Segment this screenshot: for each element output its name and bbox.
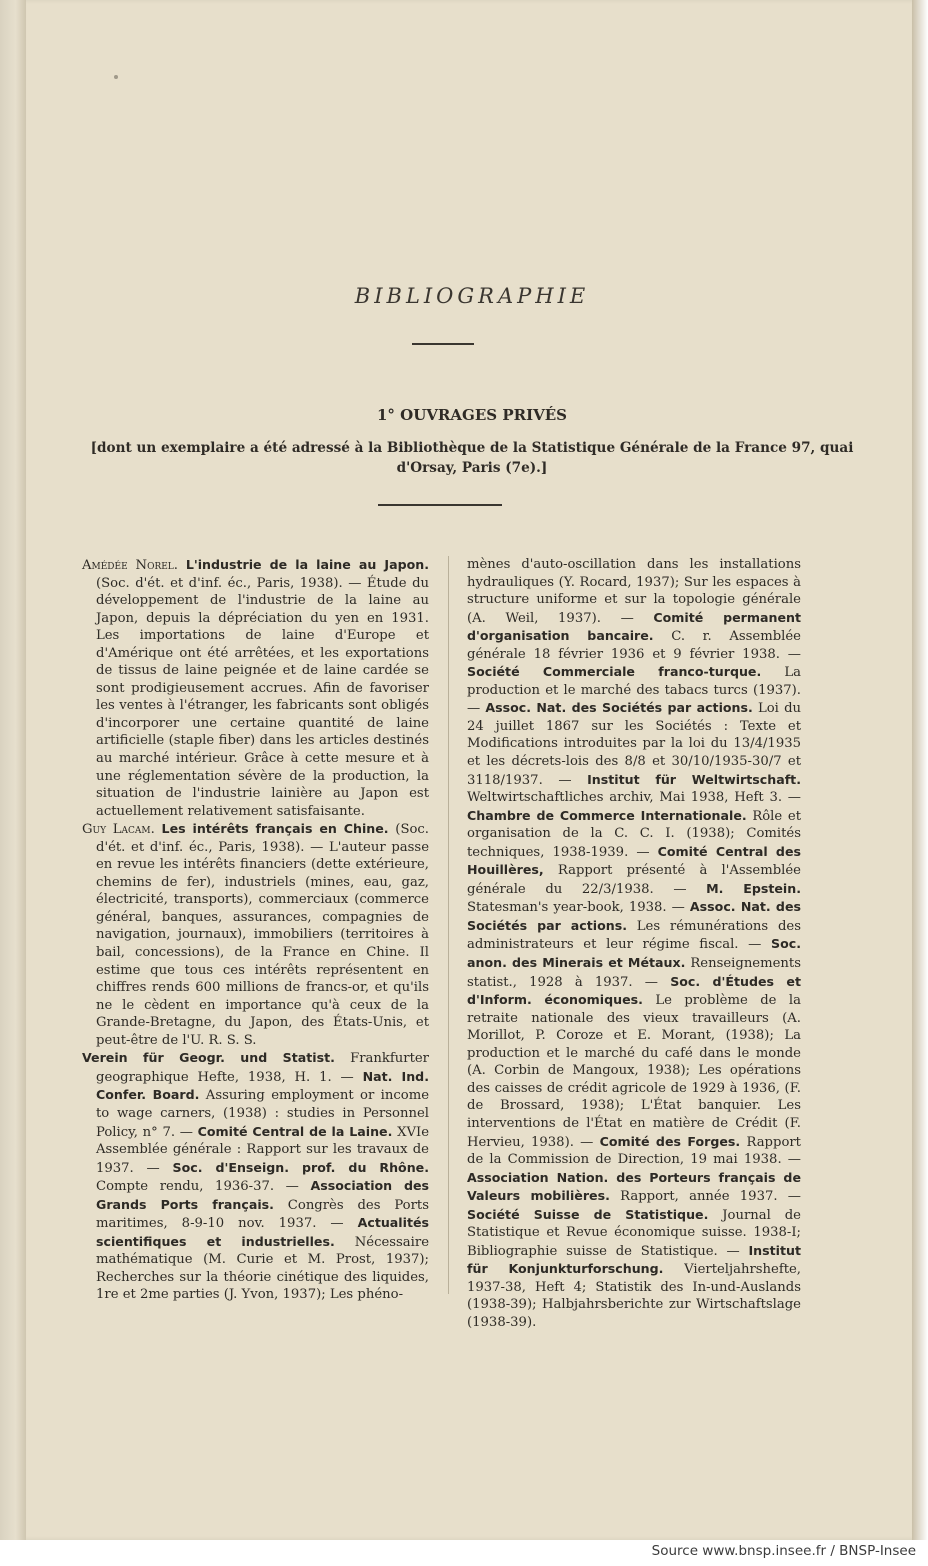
- entry-title: L'industrie de la laine au Japon.: [185, 557, 429, 572]
- left-column: [82, 556, 429, 1304]
- organization-name: Verein für Geogr. und Statist.: [82, 1050, 335, 1066]
- entry-text: Compte rendu, 1936-37. —: [96, 1179, 311, 1195]
- organization-name: Institut für Konjunkturforschung.: [467, 1242, 801, 1277]
- organization-name: Société Suisse de Statistique.: [467, 1206, 709, 1222]
- entry-text: Renseignements statist., 1928 à 1937. —: [467, 956, 801, 990]
- organization-name: Société Commerciale franco-turque.: [467, 664, 762, 680]
- organization-name: Assoc. Nat. des Sociétés par actions.: [485, 700, 753, 716]
- entry-list-right: [467, 556, 801, 1332]
- entry-author: Amédée Norel.: [82, 558, 178, 573]
- organization-name: Assoc. Nat. des Sociétés par actions.: [467, 899, 801, 933]
- entry-norel: [82, 556, 429, 820]
- organization-name: Actualités scientifiques et industrielles.: [96, 1215, 429, 1249]
- entry-text: Rapport, année 1937. —: [609, 1189, 801, 1205]
- entry-text: C. r. Assemblée générale 18 février 1936 et 9 février 1938. —: [467, 629, 801, 662]
- column-divider: [448, 556, 449, 1294]
- entry-text: Le problème de la retraite nationale des vieux travailleurs (A. Morillot, P. Coroze et E. Morant, (1938); La production et le marché du café dans le monde (A. Corbin de Mangoux, 1938); Les opérations des caisses de crédit agricole de 1929 à 1936, (F. de Brossard, 1938); L'État banquier. Les interventions de l'État en matière de Crédit (F. Hervieu, 1938). —: [467, 993, 801, 1150]
- entry-text: (Soc. d'ét. et d'inf. éc., Paris, 1938). — L'auteur passe en revue les intérêts financiers (dette extérieure, chemins de fer), industriels (mines, eau, gaz, électricité, transports), commerciaux (commerce général, banques, assurances, compagnies de navigation, journaux), immobiliers (territoires à bail, concessions), de la France en Chine. Il estime que tous ces intérêts représentent en chiffres rends 600 millions de francs-or, et qu'ils ne le cèdent en importance qu'à ceux de la Grande-Bretagne, du Japon, des États-Unis, et peut-être de l'U. R. S. S.: [96, 822, 429, 1048]
- entry-text: Les rémunérations des administrateurs et leur régime fiscal. —: [467, 918, 801, 953]
- entry-text: (Soc. d'ét. et d'inf. éc., Paris, 1938). — Étude du développement de l'industrie de la laine au Japon, depuis la dépréciation du yen en 1931. Les importations de laine d'Europe et d'Amérique ont été arrêtées, et les exportations de tissus de laine peignée et de laine cardée se sont prodigieusement accrues. Afin de favoriser les ventes à l'étranger, les fabricants sont obligés d'incorporer une certaine quantité de laine artificielle (staple fiber) dans les articles destinés au marché intérieur. Grâce à cette mesure et à une réglementation sévère de la production, la situation de l'industrie lainière au Japon est actuellement relativement satisfaisante.: [96, 575, 429, 819]
- organization-name: Soc. d'Enseign. prof. du Rhône.: [172, 1159, 429, 1175]
- organization-name: Institut für Weltwirtschaft.: [587, 771, 801, 787]
- entry-text: Statesman's year-book, 1938. —: [467, 900, 690, 916]
- entry-lacam: [82, 820, 429, 1049]
- section-rule: [378, 504, 502, 506]
- organization-name: Comité Central des Houillères,: [467, 843, 801, 878]
- entry-text: Congrès des Ports maritimes, 8-9-10 nov. 1937. —: [96, 1197, 429, 1232]
- title-rule: [412, 343, 474, 345]
- entry-text: Journal de Statistique et Revue économique suisse. 1938-I; Bibliographie suisse de Statistique. —: [467, 1207, 801, 1259]
- entry-text: Rapport présenté à l'Assemblée générale du 22/3/1938. —: [467, 863, 801, 897]
- entry-text: Rapport de la Commission de Direction, 19 mai 1938. —: [467, 1134, 801, 1168]
- entry-text: Weltwirtschaftliches archiv, Mai 1938, Heft 3. —: [467, 790, 801, 806]
- organization-name: Comité permanent d'organisation bancaire.: [467, 609, 801, 644]
- organization-name: M. Epstein.: [706, 880, 801, 896]
- entry-author: Guy Lacam.: [82, 822, 155, 838]
- section-heading: 1° OUVRAGES PRIVÉS: [376, 406, 567, 424]
- organization-name: Association des Grands Ports français.: [96, 1178, 429, 1212]
- right-column: [467, 556, 801, 1332]
- entry-text: Nécessaire mathématique (M. Curie et M. Prost, 1937); Recherches sur la théorie cinétique des liquides, 1re et 2me parties (J. Yvon, 1937); Les phéno-: [96, 1234, 429, 1303]
- organization-name: Soc. anon. des Minerais et Métaux.: [467, 936, 801, 971]
- binding-margin: [0, 0, 26, 1540]
- page-title: BIBLIOGRAPHIE: [354, 284, 590, 308]
- source-credit: Source www.bnsp.insee.fr / BNSP-Insee: [651, 1543, 916, 1559]
- entry-title: Les intérêts français en Chine.: [161, 821, 389, 837]
- organization-name: Soc. d'Études et d'Inform. économiques.: [467, 973, 801, 1008]
- entry-text: XVIe Assemblée générale : Rapport sur les travaux de 1937. —: [96, 1124, 429, 1176]
- entry-text: Vierteljahrshefte, 1937-38, Heft 4; Statistik des In-und-Auslands (1938-39); Halbjahrsberichte zur Wirtschaftslage (1938-39).: [467, 1262, 802, 1330]
- entry-text: Rôle et organisation de la C. C. I. (1938); Comités techniques, 1938-1939. —: [467, 808, 801, 860]
- entry-text: Loi du 24 juillet 1867 sur les Sociétés : Texte et Modifications introduites par la loi du 13/4/1935 et les décrets-lois des 8/8 et 30/10/1935-30/7 et 3118/1937. —: [467, 701, 802, 788]
- page-edge: [912, 0, 928, 1540]
- entry-list-left: [82, 1049, 429, 1304]
- entry-text: Assuring employment or income to wage carners, (1938) : studies in Personnel Policy, n° 7. —: [96, 1088, 429, 1140]
- organization-name: Comité des Forges.: [599, 1133, 741, 1149]
- organization-name: Comité Central de la Laine.: [197, 1123, 393, 1139]
- ink-spot: [114, 75, 118, 79]
- section-note: [dont un exemplaire a été adressé à la Bibliothèque de la Statistique Générale de la France 97, quai d'Orsay, Paris (7e).]: [90, 440, 854, 476]
- entry-text: Frankfurter geographique Hefte, 1938, H. 1. —: [96, 1051, 429, 1085]
- organization-name: Association Nation. des Porteurs français de Valeurs mobilières.: [467, 1169, 801, 1204]
- entry-text: mènes d'auto-oscillation dans les installations hydrauliques (Y. Rocard, 1937); Sur les espaces à structure uniforme et sur la topologie générale (A. Weil, 1937). —: [467, 557, 801, 626]
- entry-text: La production et le marché des tabacs turcs (1937). —: [467, 665, 801, 717]
- organization-name: Nat. Ind. Confer. Board.: [96, 1068, 429, 1103]
- organization-name: Chambre de Commerce Internationale.: [467, 807, 747, 823]
